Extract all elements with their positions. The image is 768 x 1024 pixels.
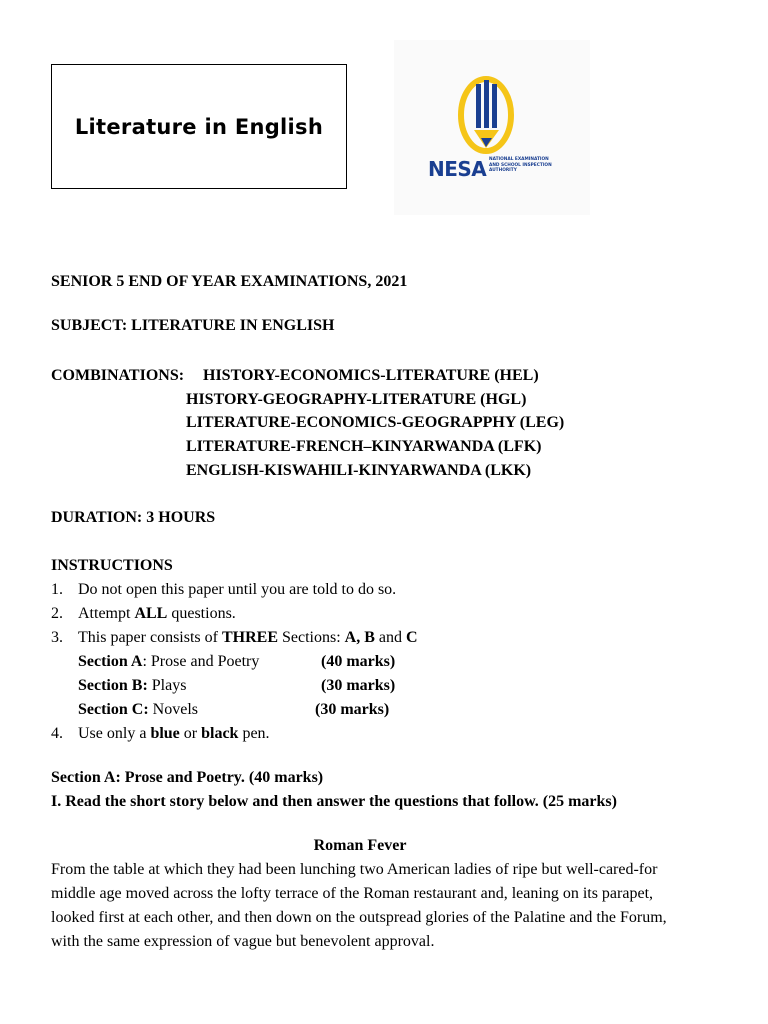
pencil-logo-icon <box>394 40 590 215</box>
combinations-label: COMBINATIONS: <box>51 367 185 384</box>
instruction-text: This paper consists of THREE Sections: A, B and C <box>78 629 418 646</box>
section-row-a: Section A: Prose and Poetry <box>78 653 260 670</box>
section-a-heading: Section A: Prose and Poetry. (40 marks) <box>51 769 324 786</box>
story-title: Roman Fever <box>313 837 407 854</box>
instruction-number: 3. <box>51 629 63 646</box>
logo-full-name: NATIONAL EXAMINATION AND SCHOOL INSPECTION AUTHORITY <box>489 157 552 174</box>
nesa-logo <box>394 40 590 215</box>
combination-item: HISTORY-ECONOMICS-LITERATURE (HEL) <box>203 367 539 384</box>
combination-item: HISTORY-GEOGRAPHY-LITERATURE (HGL) <box>186 391 527 408</box>
exam-heading: SENIOR 5 END OF YEAR EXAMINATIONS, 2021 <box>51 273 408 290</box>
instruction-number: 2. <box>51 605 63 622</box>
instructions-heading: INSTRUCTIONS <box>51 557 173 574</box>
duration: DURATION: 3 HOURS <box>51 509 216 526</box>
story-line: From the table at which they had been lunching two American ladies of ripe but well-cared-for <box>51 861 658 878</box>
instruction-text: Do not open this paper until you are told to do so. <box>78 581 397 598</box>
question-heading: I. Read the short story below and then answer the questions that follow. (25 marks) <box>51 793 617 810</box>
combination-item: LITERATURE-ECONOMICS-GEOGRAPPHY (LEG) <box>186 414 565 431</box>
story-line: looked first at each other, and then down on the outspread glories of the Palatine and the Forum, <box>51 909 667 926</box>
section-marks: (30 marks) <box>321 677 396 694</box>
section-marks: (30 marks) <box>315 701 390 718</box>
story-line: with the same expression of vague but benevolent approval. <box>51 933 435 950</box>
subject-line: SUBJECT: LITERATURE IN ENGLISH <box>51 317 335 334</box>
section-row-b: Section B: Plays <box>78 677 187 694</box>
section-marks: (40 marks) <box>321 653 396 670</box>
logo-abbr: NESA <box>428 157 487 181</box>
story-paragraph <box>51 858 767 954</box>
instruction-text: Use only a blue or black pen. <box>78 725 270 742</box>
subject-title-box <box>51 64 347 189</box>
subject-title: Literature in English <box>74 114 324 139</box>
combination-item: LITERATURE-FRENCH–KINYARWANDA (LFK) <box>186 438 542 455</box>
section-row-c: Section C: Novels <box>78 701 198 718</box>
combination-item: ENGLISH-KISWAHILI-KINYARWANDA (LKK) <box>186 462 532 479</box>
instruction-number: 4. <box>51 725 63 742</box>
story-line: middle age moved across the lofty terrace of the Roman restaurant and, leaning on its parapet, <box>51 885 654 902</box>
instruction-text: Attempt ALL questions. <box>78 605 236 622</box>
instruction-number: 1. <box>51 581 63 598</box>
